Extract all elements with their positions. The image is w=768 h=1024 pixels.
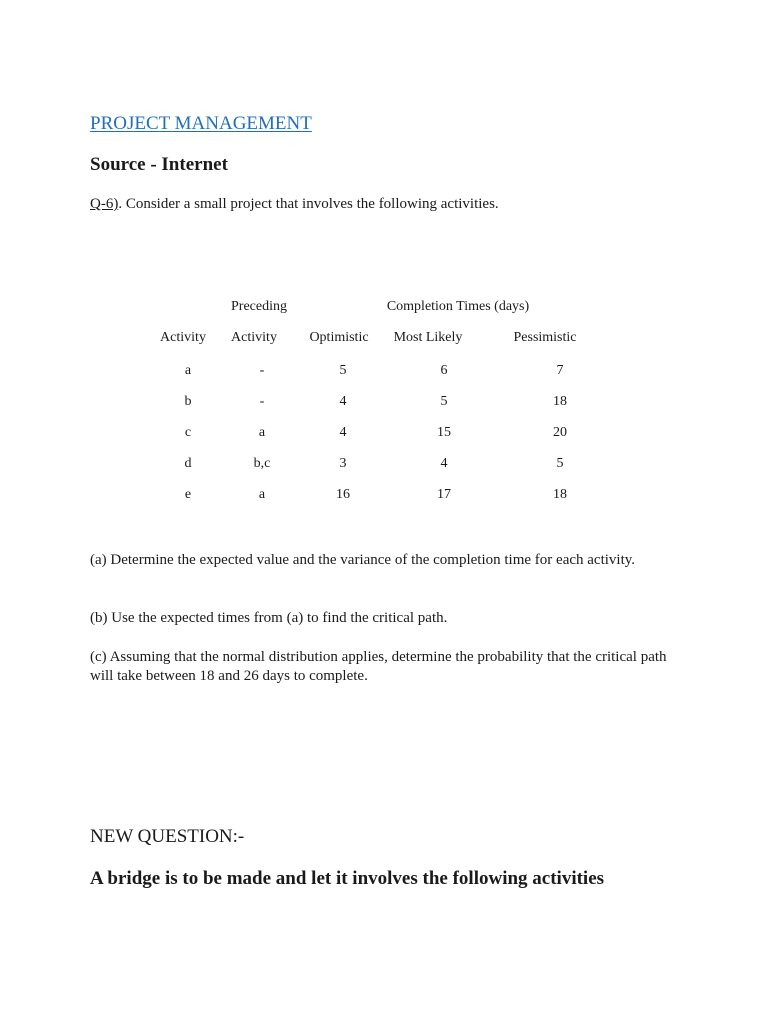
- table-cell: -: [259, 363, 265, 378]
- question-ref: Q-6): [90, 196, 119, 212]
- table-cell: b: [184, 394, 192, 409]
- table-cell: 18: [553, 487, 567, 502]
- table-cell: 4: [339, 394, 347, 409]
- table-cell: 4: [440, 456, 448, 471]
- table-cell: b,c: [253, 456, 271, 471]
- table-cell: 17: [437, 487, 451, 502]
- header-completion-times: Completion Times (days): [386, 299, 530, 314]
- part-b-text: (b) Use the expected times from (a) to find the critical path.: [90, 610, 448, 626]
- source-label: Source - Internet: [90, 154, 228, 175]
- table-cell: 15: [437, 425, 451, 440]
- table-cell: d: [184, 456, 192, 471]
- table-cell: a: [184, 363, 192, 378]
- new-question-heading: NEW QUESTION:-: [90, 826, 245, 847]
- table-cell: 3: [339, 456, 347, 471]
- table-cell: 18: [553, 394, 567, 409]
- table-cell: 6: [440, 363, 448, 378]
- table-cell: a: [258, 425, 266, 440]
- column-header-optimistic: Optimistic: [309, 330, 369, 345]
- table-cell: c: [184, 425, 192, 440]
- table-cell: 5: [339, 363, 347, 378]
- question-text: . Consider a small project that involves the following activities.: [118, 196, 499, 212]
- column-header-preceding-activity: Activity: [231, 330, 277, 345]
- table-cell: 4: [339, 425, 347, 440]
- new-question-text: A bridge is to be made and let it involves the following activities: [90, 868, 605, 889]
- column-header-pessimistic: Pessimistic: [513, 330, 577, 345]
- page-title-link[interactable]: PROJECT MANAGEMENT: [90, 113, 312, 134]
- table-cell: 5: [556, 456, 564, 471]
- part-c-text: (c) Assuming that the normal distribution applies, determine the probability that the critical path will take between 18 and 26 days to complete.: [90, 649, 667, 684]
- question-intro: [90, 196, 499, 213]
- header-preceding: Preceding: [231, 299, 287, 314]
- part-a-text: (a) Determine the expected value and the variance of the completion time for each activity.: [90, 552, 636, 568]
- table-cell: 5: [440, 394, 448, 409]
- table-cell: a: [258, 487, 266, 502]
- column-header-most-likely: Most Likely: [393, 330, 463, 345]
- table-cell: 20: [553, 425, 567, 440]
- table-cell: 16: [336, 487, 350, 502]
- table-cell: 7: [556, 363, 564, 378]
- table-cell: e: [184, 487, 192, 502]
- table-cell: -: [259, 394, 265, 409]
- column-header-activity: Activity: [160, 330, 206, 345]
